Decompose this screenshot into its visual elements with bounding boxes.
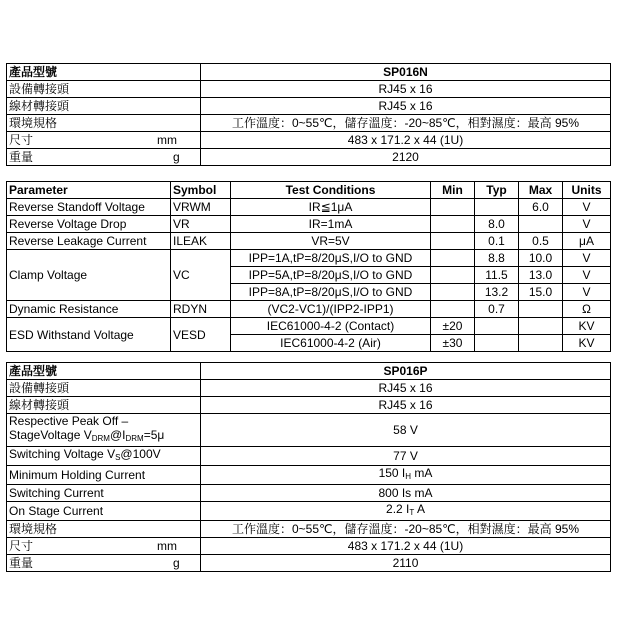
cell-max: 6.0 — [519, 199, 563, 216]
row-label: Minimum Holding Current — [7, 466, 201, 485]
table-row — [7, 81, 611, 98]
table-row — [7, 199, 611, 216]
cell-units: μA — [563, 233, 611, 250]
row-unit: g — [173, 556, 180, 570]
table-row — [7, 466, 611, 485]
cell-test: IEC61000-4-2 (Contact) — [231, 318, 431, 335]
row-label — [7, 447, 201, 466]
cell-parameter: Dynamic Resistance — [7, 301, 171, 318]
cell-max: 0.5 — [519, 233, 563, 250]
table-row — [7, 301, 611, 318]
cell-typ: 0.1 — [475, 233, 519, 250]
peak-sub1: DRM — [91, 434, 110, 443]
sp016n-spec-table — [6, 63, 611, 166]
cell-min: ±30 — [431, 335, 475, 352]
table-row — [7, 250, 611, 267]
table-row — [7, 64, 611, 81]
table-row — [7, 132, 611, 149]
cell-min — [431, 250, 475, 267]
cell-symbol: ILEAK — [171, 233, 231, 250]
onstage-pre: 2.2 I — [386, 502, 410, 516]
row-label-text: 重量 — [9, 556, 34, 570]
row-label-text: 尺寸 — [9, 539, 34, 553]
cell-max — [519, 335, 563, 352]
row-value: 58 V — [201, 414, 611, 447]
cell-symbol: VESD — [171, 318, 231, 352]
cell-units: KV — [563, 335, 611, 352]
cell-test: IPP=1A,tP=8/20μS,I/O to GND — [231, 250, 431, 267]
row-value: 工作溫度：0~55℃，儲存溫度：-20~85℃，相對濕度：最高 95% — [201, 115, 611, 132]
onstage-post: A — [414, 502, 425, 516]
cell-test: IR=1mA — [231, 216, 431, 233]
row-label: On Stage Current — [7, 502, 201, 521]
cell-min — [431, 199, 475, 216]
col-header-parameter: Parameter — [7, 182, 171, 199]
table-row — [7, 502, 611, 521]
cell-parameter: Clamp Voltage — [7, 250, 171, 301]
row-value: 2120 — [201, 149, 611, 166]
switching-v-post: @100V — [120, 447, 161, 461]
cell-min — [431, 216, 475, 233]
cell-units: V — [563, 199, 611, 216]
holding-pre: 150 I — [378, 466, 406, 480]
row-value: RJ45 x 16 — [201, 98, 611, 115]
row-label: 環境規格 — [7, 115, 201, 132]
row-label — [7, 132, 201, 149]
switching-v-pre: Switching Voltage V — [9, 447, 116, 461]
peak-sub2: DRM — [125, 434, 144, 443]
cell-units: V — [563, 216, 611, 233]
sp016p-spec-table — [6, 362, 611, 572]
row-value: 483 x 171.2 x 44 (1U) — [201, 132, 611, 149]
cell-units: KV — [563, 318, 611, 335]
cell-parameter: Reverse Standoff Voltage — [7, 199, 171, 216]
table-row — [7, 521, 611, 538]
cell-typ: 8.0 — [475, 216, 519, 233]
cell-max: 15.0 — [519, 284, 563, 301]
table-header-row — [7, 182, 611, 199]
model-name: SP016P — [201, 363, 611, 380]
row-label — [7, 414, 201, 447]
row-unit: mm — [157, 133, 177, 147]
cell-parameter: Reverse Leakage Current — [7, 233, 171, 250]
row-value — [201, 466, 611, 485]
table-row — [7, 149, 611, 166]
row-value: RJ45 x 16 — [201, 380, 611, 397]
row-value: RJ45 x 16 — [201, 81, 611, 98]
cell-symbol: VR — [171, 216, 231, 233]
row-value: 800 Is mA — [201, 485, 611, 502]
row-label: 線材轉接頭 — [7, 397, 201, 414]
col-header-max: Max — [519, 182, 563, 199]
cell-units: Ω — [563, 301, 611, 318]
table-row — [7, 414, 611, 447]
peak-line1: Respective Peak Off – — [9, 414, 129, 428]
col-header-min: Min — [431, 182, 475, 199]
cell-test: IR≦1μA — [231, 199, 431, 216]
row-label: 設備轉接頭 — [7, 380, 201, 397]
cell-max: 10.0 — [519, 250, 563, 267]
row-value: 483 x 171.2 x 44 (1U) — [201, 538, 611, 555]
cell-symbol: RDYN — [171, 301, 231, 318]
table-row — [7, 538, 611, 555]
table-row — [7, 216, 611, 233]
cell-typ: 0.7 — [475, 301, 519, 318]
table-row — [7, 98, 611, 115]
row-value: 工作溫度：0~55℃，儲存溫度：-20~85℃，相對濕度：最高 95% — [201, 521, 611, 538]
holding-post: mA — [411, 466, 433, 480]
row-label-text: 尺寸 — [9, 133, 34, 147]
cell-max: 13.0 — [519, 267, 563, 284]
cell-symbol: VRWM — [171, 199, 231, 216]
cell-min — [431, 233, 475, 250]
cell-symbol: VC — [171, 250, 231, 301]
table-row — [7, 363, 611, 380]
model-name: SP016N — [201, 64, 611, 81]
cell-typ: 8.8 — [475, 250, 519, 267]
cell-max — [519, 216, 563, 233]
row-label — [7, 555, 201, 572]
cell-units: V — [563, 267, 611, 284]
row-value: 77 V — [201, 447, 611, 466]
model-label: 產品型號 — [7, 363, 201, 380]
cell-min — [431, 267, 475, 284]
cell-parameter: ESD Withstand Voltage — [7, 318, 171, 352]
row-unit: g — [173, 150, 180, 164]
cell-test: (VC2-VC1)/(IPP2-IPP1) — [231, 301, 431, 318]
row-label: 設備轉接頭 — [7, 81, 201, 98]
cell-test: IEC61000-4-2 (Air) — [231, 335, 431, 352]
row-value — [201, 502, 611, 521]
cell-test: IPP=5A,tP=8/20μS,I/O to GND — [231, 267, 431, 284]
holding-sub: H — [405, 472, 412, 481]
electrical-spec-table — [6, 181, 611, 352]
cell-units: V — [563, 284, 611, 301]
col-header-units: Units — [563, 182, 611, 199]
row-value: RJ45 x 16 — [201, 397, 611, 414]
cell-min: ±20 — [431, 318, 475, 335]
cell-parameter: Reverse Voltage Drop — [7, 216, 171, 233]
table-row — [7, 115, 611, 132]
peak-mid: @I — [109, 428, 126, 442]
col-header-typ: Typ — [475, 182, 519, 199]
row-unit: mm — [157, 539, 177, 553]
cell-min — [431, 284, 475, 301]
row-label — [7, 149, 201, 166]
model-label: 產品型號 — [7, 64, 201, 81]
cell-max — [519, 301, 563, 318]
peak-tail: =5μ — [143, 428, 165, 442]
col-header-test: Test Conditions — [231, 182, 431, 199]
row-label-text: 重量 — [9, 150, 34, 164]
cell-test: VR=5V — [231, 233, 431, 250]
cell-min — [431, 301, 475, 318]
row-value: 2110 — [201, 555, 611, 572]
table-row — [7, 555, 611, 572]
row-label — [7, 538, 201, 555]
cell-units: V — [563, 250, 611, 267]
table-row — [7, 447, 611, 466]
table-row — [7, 318, 611, 335]
row-label: 環境規格 — [7, 521, 201, 538]
row-label: Switching Current — [7, 485, 201, 502]
cell-typ: 13.2 — [475, 284, 519, 301]
cell-max — [519, 318, 563, 335]
table-row — [7, 233, 611, 250]
table-row — [7, 380, 611, 397]
onstage-sub: T — [409, 508, 415, 517]
col-header-symbol: Symbol — [171, 182, 231, 199]
row-label: 線材轉接頭 — [7, 98, 201, 115]
cell-typ — [475, 199, 519, 216]
table-row — [7, 397, 611, 414]
cell-test: IPP=8A,tP=8/20μS,I/O to GND — [231, 284, 431, 301]
table-row — [7, 485, 611, 502]
cell-typ — [475, 318, 519, 335]
switching-v-sub: S — [115, 453, 121, 462]
cell-typ: 11.5 — [475, 267, 519, 284]
cell-typ — [475, 335, 519, 352]
peak-line2: StageVoltage V — [9, 428, 92, 442]
